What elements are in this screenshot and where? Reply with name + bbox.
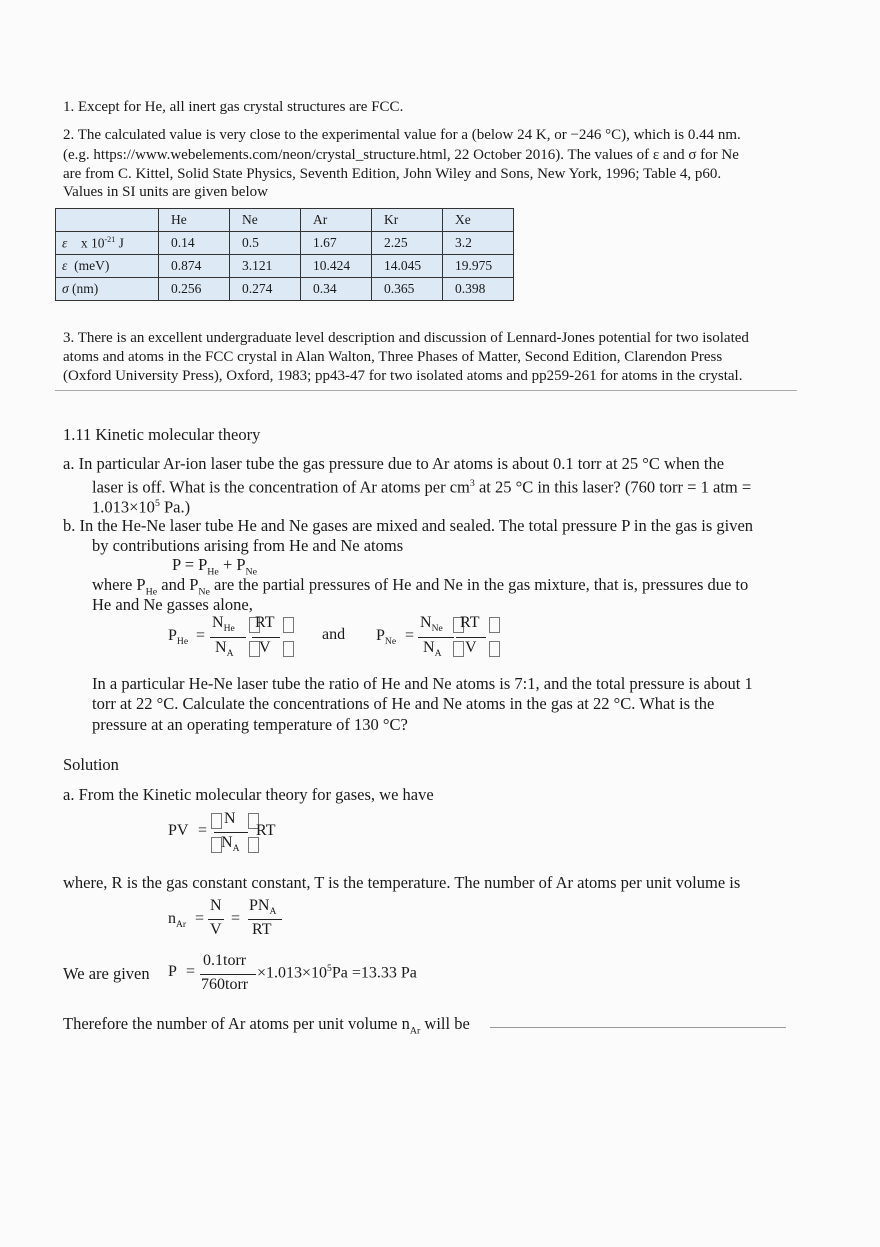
- missing-glyph-icon: [211, 813, 222, 829]
- table-cell: 1.67: [301, 232, 372, 255]
- math-p: $P_{Ne}$: [376, 627, 397, 648]
- table-cell: 0.14: [159, 232, 230, 255]
- table-cell: 0.34: [301, 278, 372, 301]
- table-header-cell: Ar: [301, 209, 372, 232]
- table-cell: 0.398: [443, 278, 514, 301]
- table-row: [56, 255, 514, 278]
- table-row: [56, 232, 514, 255]
- math-v: V: [465, 639, 477, 656]
- table-header-cell: Ne: [230, 209, 301, 232]
- missing-glyph-icon: [283, 641, 294, 657]
- table-header-cell: Xe: [443, 209, 514, 232]
- fraction-line: [248, 919, 282, 920]
- row-label: ε x $10^{-21}$ J: [56, 232, 159, 255]
- math-n: $N_{He}$: [212, 614, 235, 635]
- math-rt: RT: [256, 822, 276, 839]
- and-word: and: [322, 626, 346, 643]
- torr-denominator: 760torr: [201, 976, 249, 993]
- given-label: We are given: [63, 964, 150, 983]
- math-rt: RT: [255, 614, 275, 631]
- question-a-line-3: $1.013\times 10^5$ Pa.): [92, 497, 191, 517]
- table-cell: 10.424: [301, 255, 372, 278]
- math-p: P: [168, 963, 177, 980]
- question-b-para-2: torr at 22 °C. Calculate the concentrations of He and Ne atoms in the gas at 22 °C. What is the: [92, 694, 715, 713]
- math-na: $N_A$: [221, 834, 240, 855]
- fraction-line: [252, 637, 280, 638]
- math-equals: =: [195, 910, 205, 927]
- math-pv: PV: [168, 822, 189, 839]
- table-cell: 19.975: [443, 255, 514, 278]
- therefore-line: Therefore the number of Ar atoms per unit volume $n_{Ar}$ will be: [63, 1014, 470, 1037]
- table-cell: 0.874: [159, 255, 230, 278]
- table-cell: 0.274: [230, 278, 301, 301]
- fraction-line: [200, 974, 256, 975]
- fraction-line: [208, 919, 224, 920]
- math-equals: =: [405, 627, 415, 644]
- math-v: V: [259, 639, 271, 656]
- total-pressure-equation: $P = P_{He} + P_{Ne}$: [172, 555, 258, 578]
- question-b-line-4: He and Ne gasses alone,: [92, 595, 253, 614]
- where-line: where, R is the gas constant constant, T is the temperature. The number of Ar atoms per unit volume is: [63, 873, 741, 892]
- math-na: $N_A$: [215, 639, 234, 660]
- math-n: N: [210, 897, 222, 914]
- math-equals: =: [198, 822, 208, 839]
- note-2-line-4: Values in SI units are given below: [63, 184, 268, 200]
- math-n: N: [224, 810, 236, 827]
- table-cell: 3.2: [443, 232, 514, 255]
- math-n: $N_{Ne}$: [420, 614, 443, 635]
- solution-a-intro: a. From the Kinetic molecular theory for gases, we have: [63, 785, 434, 804]
- table-cell: 0.365: [372, 278, 443, 301]
- missing-glyph-icon: [283, 617, 294, 633]
- underline-rule: [490, 1027, 786, 1028]
- fraction-line: [210, 637, 246, 638]
- question-a-line-1: a. In particular Ar-ion laser tube the gas pressure due to Ar atoms is about 0.1 torr at 25 °C when the: [63, 454, 725, 473]
- math-v: V: [210, 921, 222, 938]
- given-rhs: $\times 1.013\times 10^5Pa =13.33$ Pa: [257, 963, 417, 982]
- section-title: 1.11 Kinetic molecular theory: [63, 425, 261, 444]
- lennard-jones-table: [55, 208, 514, 301]
- missing-glyph-icon: [489, 641, 500, 657]
- math-rt: RT: [460, 614, 480, 631]
- table-row: [56, 278, 514, 301]
- note-3-line-2: atoms and atoms in the FCC crystal in Alan Walton, Three Phases of Matter, Second Edition, Clarendon Press: [63, 349, 723, 365]
- divider: [55, 390, 797, 391]
- table-header-cell: [56, 209, 159, 232]
- math-rt: RT: [252, 921, 272, 938]
- note-2-line-1: 2. The calculated value is very close to the experimental value for a (below 24 K, or −246 °C), which is 0.44 nm.: [63, 127, 741, 143]
- math-p: $P_{He}$: [168, 627, 189, 648]
- question-b-para-1: In a particular He-Ne laser tube the ratio of He and Ne atoms is 7:1, and the total pressure is about 1: [92, 674, 753, 693]
- table-cell: 2.25: [372, 232, 443, 255]
- table-cell: 0.5: [230, 232, 301, 255]
- question-b-line-2: by contributions arising from He and Ne atoms: [92, 536, 404, 555]
- note-2-line-3: are from C. Kittel, Solid State Physics, Seventh Edition, John Wiley and Sons, New York, 1996; Table 4, p60.: [63, 166, 722, 182]
- table-cell: 3.121: [230, 255, 301, 278]
- math-equals: =: [186, 963, 196, 980]
- math-na: $N_A$: [423, 639, 442, 660]
- fraction-line: [214, 832, 248, 833]
- solution-heading: Solution: [63, 755, 119, 774]
- torr-numerator: 0.1torr: [203, 952, 247, 969]
- table-header-row: [56, 209, 514, 232]
- table-cell: 0.256: [159, 278, 230, 301]
- math-pna: $PN_A$: [249, 897, 277, 918]
- missing-glyph-icon: [453, 641, 464, 657]
- table-header-cell: He: [159, 209, 230, 232]
- math-n-ar: $n_{Ar}$: [168, 910, 187, 931]
- question-b-line-3: where $P_{He}$ and $P_{Ne}$ are the partial pressures of He and Ne in the gas mixture, that is, pressures due to: [92, 575, 749, 598]
- table-header-cell: Kr: [372, 209, 443, 232]
- missing-glyph-icon: [489, 617, 500, 633]
- row-label: σ (nm): [56, 278, 159, 301]
- note-3-line-1: 3. There is an excellent undergraduate level description and discussion of Lennard-Jones potential for two isolated: [63, 330, 749, 346]
- note-3-line-3: (Oxford University Press), Oxford, 1983; pp43-47 for two isolated atoms and pp259-261 for atoms in the crystal.: [63, 368, 743, 384]
- question-a-line-2: laser is off. What is the concentration of Ar atoms per $cm^3$ at 25 °C in this laser? (760 torr = 1 atm =: [92, 477, 752, 497]
- fraction-line: [456, 637, 486, 638]
- table-cell: 14.045: [372, 255, 443, 278]
- math-equals: =: [231, 910, 241, 927]
- fraction-line: [418, 637, 454, 638]
- question-b-line-1: b. In the He-Ne laser tube He and Ne gases are mixed and sealed. The total pressure P in the gas is given: [63, 516, 754, 535]
- math-equals: =: [196, 627, 206, 644]
- note-1: 1. Except for He, all inert gas crystal structures are FCC.: [63, 99, 404, 115]
- note-2-line-2: (e.g. https://www.webelements.com/neon/crystal_structure.html, 22 October 2016). The values of ε and σ for Ne: [63, 147, 739, 163]
- row-label: ε (meV): [56, 255, 159, 278]
- question-b-para-3: pressure at an operating temperature of 130 °C?: [92, 715, 408, 734]
